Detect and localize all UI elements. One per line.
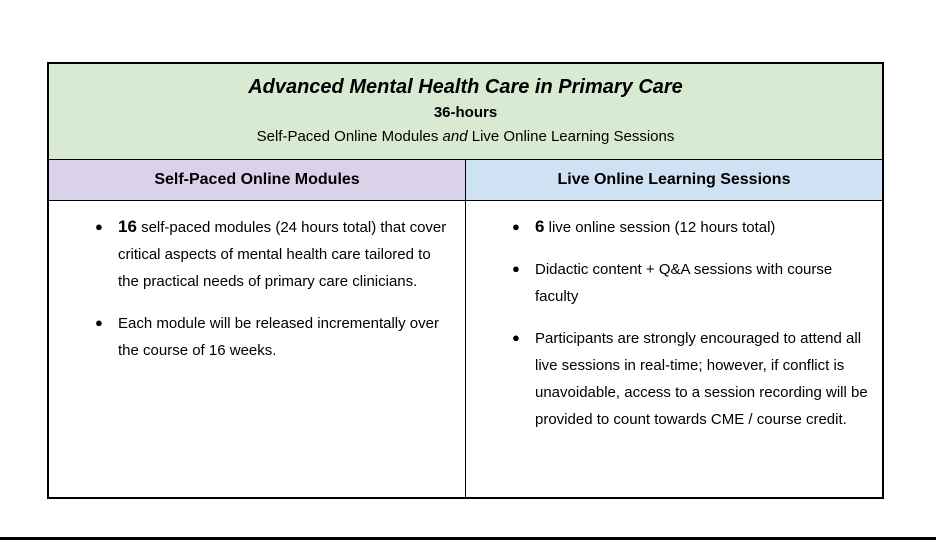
course-hours: 36-hours [433, 104, 498, 121]
bullet-text: live online session (12 hours total) [544, 219, 776, 236]
course-title: Advanced Mental Health Care in Primary Care [248, 76, 683, 98]
live-sessions-cell [466, 201, 884, 498]
bullet-lead: 6 [535, 217, 545, 236]
course-format-italic: and [442, 128, 468, 145]
bullet-item [512, 255, 870, 310]
bullet-lead: 16 [118, 217, 137, 236]
course-header-cell [48, 63, 883, 160]
self-paced-modules-cell [48, 201, 466, 498]
column-header-self-paced: Self-Paced Online Modules [48, 160, 466, 201]
self-paced-bullet-list [57, 213, 457, 364]
bullet-text: Participants are strongly encouraged to attend all live sessions in real-time; however, if conflict is unavoidable, access to a session recording will be provided to count towards CME / course credit. [535, 330, 868, 428]
bullet-text: self-paced modules (24 hours total) that cover critical aspects of mental health care tailored to the practical needs of primary care clinicians. [118, 219, 447, 290]
live-sessions-bullet-list [474, 213, 874, 433]
bullet-text: Each module will be released incrementally over the course of 16 weeks. [118, 315, 439, 359]
bullet-item [95, 309, 453, 364]
course-format-part1: Self-Paced Online Modules [256, 128, 443, 145]
bullet-item [512, 213, 870, 241]
column-header-live-sessions: Live Online Learning Sessions [466, 160, 884, 201]
body-row [48, 201, 883, 498]
bullet-item [95, 213, 453, 295]
course-format-line [57, 125, 874, 149]
course-header-row [48, 63, 883, 160]
bullet-item [512, 324, 870, 433]
bullet-text: Didactic content + Q&A sessions with course faculty [535, 261, 833, 305]
course-format-part2: Live Online Learning Sessions [467, 128, 675, 145]
column-header-row [48, 160, 883, 201]
course-info-table [47, 62, 884, 499]
page-bottom-rule [0, 537, 936, 540]
